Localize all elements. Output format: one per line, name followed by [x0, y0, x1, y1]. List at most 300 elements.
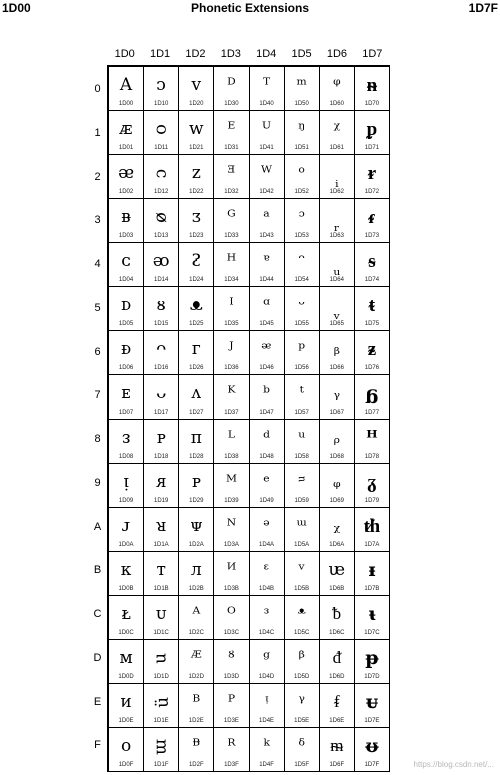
- glyph: ᵳ: [368, 206, 376, 229]
- code-point-label: 1D67: [329, 409, 344, 416]
- glyph: ᴊ: [121, 515, 131, 536]
- glyph-cell: [320, 199, 355, 243]
- code-point-label: 1D49: [259, 497, 274, 504]
- glyph: ᴚ: [156, 515, 167, 536]
- glyph: ᴓ: [155, 207, 167, 228]
- range-end-label: 1D7F: [468, 1, 498, 15]
- row-header: 8: [94, 433, 101, 445]
- code-point-label: 1D57: [294, 409, 309, 416]
- glyph: ᴐ: [156, 75, 166, 95]
- code-point-label: 1D0F: [118, 762, 134, 768]
- glyph: ᵣ: [333, 216, 340, 237]
- glyph-cell: [285, 155, 320, 199]
- code-point-label: 1D45: [259, 321, 274, 328]
- code-point-label: 1D34: [224, 277, 239, 284]
- glyph-cell: [320, 508, 355, 552]
- glyph: ᵉ: [263, 471, 270, 492]
- glyph-cell: [179, 552, 214, 596]
- glyph-cell: [179, 155, 214, 199]
- code-point-label: 1D69: [329, 497, 344, 504]
- glyph-cell: [214, 375, 249, 419]
- code-point-label: 1D46: [259, 365, 274, 372]
- glyph: ᵷ: [365, 382, 379, 405]
- code-point-label: 1D39: [224, 497, 239, 504]
- code-point-label: 1D2D: [188, 673, 204, 680]
- code-point-label: 1D5A: [294, 541, 310, 548]
- glyph: ᵐ: [296, 75, 307, 95]
- glyph: ᴦ: [191, 339, 201, 360]
- glyph-cell: [355, 375, 390, 419]
- code-point-label: 1D6D: [329, 673, 345, 680]
- code-point-label: 1D60: [329, 101, 344, 108]
- glyph: ᵻ: [368, 558, 376, 581]
- glyph-cell: [320, 111, 355, 155]
- glyph-cell: [250, 508, 285, 552]
- glyph: ᵴ: [368, 250, 376, 273]
- glyph: ᴛ: [156, 559, 166, 580]
- glyph: ᴈ: [121, 427, 131, 448]
- glyph-cell: [285, 508, 320, 552]
- row-header: C: [93, 608, 102, 620]
- column-header: 1D6: [326, 48, 348, 60]
- glyph: ᵂ: [261, 163, 273, 184]
- glyph-cell: [285, 67, 320, 111]
- glyph: ᴿ: [227, 735, 236, 756]
- code-point-label: 1D2C: [188, 629, 204, 636]
- code-point-label: 1D68: [329, 453, 344, 460]
- code-point-label: 1D3E: [223, 717, 239, 724]
- code-point-label: 1D71: [364, 145, 380, 152]
- glyph-cell: [355, 111, 390, 155]
- glyph: ᴗ: [156, 383, 167, 404]
- code-point-label: 1D21: [189, 145, 204, 152]
- code-point-label: 1D4B: [259, 585, 275, 592]
- glyph-cell: [250, 243, 285, 287]
- glyph-cell: [144, 728, 179, 772]
- glyph-cell: [144, 684, 179, 728]
- glyph: ᴏ: [120, 735, 132, 756]
- glyph-cell: [179, 375, 214, 419]
- glyph-cell: [355, 552, 390, 596]
- row-header: E: [93, 695, 102, 708]
- code-point-label: 1D59: [294, 497, 309, 504]
- glyph: ᵆ: [261, 339, 272, 360]
- glyph: ᴌ: [121, 603, 131, 624]
- code-point-label: 1D77: [364, 409, 380, 416]
- glyph: ᴑ: [155, 119, 167, 140]
- glyph: ᵏ: [263, 735, 270, 756]
- glyph: ᵠ: [333, 75, 341, 95]
- glyph-cell: [214, 155, 249, 199]
- glyph: ᴜ: [156, 603, 167, 624]
- column-header: 1D0: [114, 48, 135, 60]
- code-point-label: 1D41: [259, 145, 274, 152]
- code-point-label: 1D70: [364, 101, 380, 108]
- code-point-label: 1D64: [329, 277, 344, 284]
- code-point-label: 1D36: [224, 365, 239, 372]
- code-point-label: 1D52: [294, 189, 309, 196]
- glyph: ᴷ: [227, 383, 236, 404]
- glyph: ᴘ: [156, 427, 166, 448]
- code-point-label: 1D04: [118, 277, 134, 284]
- code-point-label: 1D7E: [364, 717, 380, 724]
- row-header: 3: [94, 214, 101, 227]
- glyph: ᴩ: [191, 471, 202, 492]
- code-point-label: 1D18: [154, 453, 169, 460]
- glyph: ᴻ: [226, 559, 237, 580]
- glyph: ᴥ: [189, 295, 203, 316]
- code-point-label: 1D29: [189, 497, 204, 504]
- glyph: ᵕ: [298, 295, 305, 316]
- row-header: 7: [94, 389, 101, 402]
- glyph: ᴵ: [229, 295, 234, 316]
- glyph-cell: [144, 155, 179, 199]
- glyph: ᴇ: [121, 383, 131, 404]
- row-header: 5: [94, 301, 101, 314]
- glyph-cell: [250, 464, 285, 508]
- glyph-cell: [355, 464, 390, 508]
- glyph-cell: [320, 155, 355, 199]
- code-point-label: 1D61: [329, 145, 344, 152]
- glyph: ᵿ: [365, 734, 379, 757]
- glyph-cell: [320, 331, 355, 375]
- code-point-label: 1D7C: [364, 629, 380, 636]
- glyph-cell: [355, 199, 390, 243]
- code-point-label: 1D10: [154, 101, 169, 108]
- code-point-label: 1D48: [259, 453, 274, 460]
- glyph-cell: [214, 464, 249, 508]
- glyph-cell: [250, 111, 285, 155]
- glyph: ᵟ: [298, 735, 305, 756]
- code-point-label: 1D1B: [153, 585, 169, 592]
- code-point-label: 1D19: [154, 497, 169, 504]
- column-header-row: [107, 44, 390, 64]
- glyph-cell: [285, 420, 320, 464]
- code-point-label: 1D54: [294, 277, 309, 284]
- glyph-cell: [355, 67, 390, 111]
- code-point-label: 1D56: [294, 365, 309, 372]
- code-point-label: 1D65: [329, 321, 344, 328]
- code-point-label: 1D4C: [258, 629, 275, 636]
- glyph-cell: [214, 287, 249, 331]
- glyph-cell: [214, 728, 249, 772]
- watermark: https://blog.csdn.net/...: [413, 760, 494, 769]
- glyph-cell: [179, 464, 214, 508]
- glyph: ᵶ: [367, 338, 377, 361]
- glyph: ᵖ: [298, 339, 306, 360]
- glyph: ᵨ: [333, 427, 340, 448]
- column-header: 1D2: [185, 48, 206, 60]
- code-point-label: 1D47: [259, 409, 274, 416]
- glyph: ᴎ: [120, 691, 132, 712]
- glyph: ᵢ: [335, 172, 339, 193]
- code-point-label: 1D02: [118, 189, 134, 196]
- glyph-cell: [250, 155, 285, 199]
- code-point-label: 1D7D: [364, 673, 380, 680]
- code-point-label: 1D12: [154, 189, 169, 196]
- code-point-label: 1D09: [118, 497, 134, 504]
- glyph: ᵧ: [333, 383, 341, 404]
- glyph: ᵾ: [365, 690, 379, 713]
- glyph-cell: [250, 67, 285, 111]
- code-point-label: 1D13: [154, 233, 169, 240]
- glyph: ᴧ: [191, 383, 202, 404]
- glyph: ᵔ: [298, 251, 305, 272]
- code-point-label: 1D08: [118, 453, 134, 460]
- glyph: ᴡ: [189, 119, 204, 140]
- code-point-label: 1D33: [224, 233, 239, 240]
- glyph: ᴳ: [227, 207, 236, 228]
- code-point-label: 1D16: [154, 365, 169, 372]
- glyph: ᵘ: [298, 427, 306, 448]
- glyph-cell: [109, 552, 144, 596]
- glyph: ᵒ: [298, 163, 305, 184]
- glyph-cell: [214, 640, 249, 684]
- glyph-cell: [144, 111, 179, 155]
- code-point-label: 1D74: [364, 277, 380, 284]
- glyph-cell: [320, 420, 355, 464]
- glyph: ᴱ: [227, 119, 236, 140]
- code-point-label: 1D63: [329, 233, 344, 240]
- glyph: ᵎ: [265, 691, 269, 712]
- code-point-label: 1D62: [329, 189, 344, 196]
- glyph-cell: [144, 552, 179, 596]
- code-point-label: 1D6F: [329, 762, 345, 768]
- glyph: ᴤ: [191, 251, 201, 272]
- character-code-chart: [107, 65, 390, 772]
- glyph: ᵥ: [333, 304, 340, 325]
- glyph-cell: [144, 596, 179, 640]
- column-header: 1D1: [149, 48, 171, 60]
- glyph: ᴔ: [152, 251, 170, 272]
- glyph-cell: [109, 508, 144, 552]
- glyph: ᴶ: [229, 339, 234, 360]
- code-point-label: 1D3B: [223, 585, 239, 592]
- glyph: ᴂ: [118, 163, 135, 184]
- glyph-cell: [320, 684, 355, 728]
- glyph: ᵤ: [333, 260, 341, 281]
- glyph: ᴆ: [121, 339, 132, 360]
- glyph: ᴬ: [192, 603, 201, 624]
- glyph: ᴕ: [156, 295, 166, 316]
- glyph: ᵄ: [263, 251, 270, 272]
- glyph-cell: [179, 111, 214, 155]
- code-point-label: 1D2A: [188, 541, 204, 548]
- glyph-cell: [179, 420, 214, 464]
- code-point-label: 1D14: [154, 277, 169, 284]
- code-point-label: 1D4A: [259, 541, 275, 548]
- code-point-label: 1D5D: [294, 673, 310, 680]
- glyph: ᴒ: [155, 163, 167, 184]
- glyph: ᴰ: [227, 75, 236, 95]
- code-point-label: 1D55: [294, 321, 309, 328]
- glyph: ᵱ: [366, 118, 378, 141]
- glyph: ᴲ: [227, 163, 236, 184]
- code-point-label: 1D1E: [153, 717, 169, 724]
- code-point-label: 1D17: [154, 409, 169, 416]
- glyph: ᴉ: [123, 471, 129, 492]
- code-point-label: 1D58: [294, 453, 309, 460]
- code-point-label: 1D23: [189, 233, 204, 240]
- code-point-label: 1D11: [154, 145, 169, 152]
- glyph-cell: [144, 243, 179, 287]
- glyph: ᵋ: [263, 559, 270, 580]
- glyph-cell: [285, 287, 320, 331]
- code-point-label: 1D30: [224, 101, 239, 108]
- glyph-cell: [285, 596, 320, 640]
- glyph: ᵜ: [297, 603, 306, 624]
- code-point-label: 1D76: [364, 365, 380, 372]
- glyph-cell: [320, 243, 355, 287]
- code-point-label: 1D5E: [294, 717, 310, 724]
- glyph-cell: [109, 375, 144, 419]
- code-point-label: 1D26: [189, 365, 204, 372]
- glyph: ᵁ: [262, 119, 272, 140]
- code-point-label: 1D03: [118, 233, 134, 240]
- glyph-cell: [109, 331, 144, 375]
- glyph: ᵅ: [263, 295, 270, 316]
- glyph-cell: [109, 464, 144, 508]
- code-point-label: 1D07: [118, 409, 134, 416]
- row-header: F: [94, 739, 101, 752]
- glyph-cell: [355, 596, 390, 640]
- code-point-label: 1D25: [189, 321, 204, 328]
- glyph-cell: [355, 287, 390, 331]
- code-point-label: 1D42: [259, 189, 274, 196]
- glyph-cell: [250, 596, 285, 640]
- glyph-cell: [320, 640, 355, 684]
- glyph-cell: [285, 111, 320, 155]
- code-point-label: 1D05: [118, 321, 134, 328]
- glyph: A: [119, 75, 133, 95]
- glyph-cell: [214, 420, 249, 464]
- code-point-label: 1D38: [224, 453, 239, 460]
- glyph-cell: [214, 199, 249, 243]
- glyph-cell: [109, 596, 144, 640]
- code-point-label: 1D5C: [294, 629, 310, 636]
- glyph: ᴖ: [156, 339, 167, 360]
- glyph: ᵬ: [332, 603, 342, 624]
- code-point-label: 1D3C: [223, 629, 240, 636]
- glyph: ᵹ: [367, 470, 377, 493]
- row-header-column: [88, 66, 107, 766]
- glyph-cell: [109, 728, 144, 772]
- glyph: ᵚ: [296, 515, 307, 536]
- row-header: 0: [94, 83, 101, 95]
- code-point-label: 1D79: [364, 497, 380, 504]
- glyph-cell: [250, 640, 285, 684]
- glyph-cell: [179, 640, 214, 684]
- code-point-label: 1D7A: [364, 541, 380, 548]
- glyph-cell: [250, 552, 285, 596]
- glyph-cell: [214, 684, 249, 728]
- row-header: 4: [94, 258, 101, 270]
- code-point-label: 1D06: [118, 365, 134, 372]
- glyph-cell: [144, 199, 179, 243]
- code-point-label: 1D2F: [188, 762, 204, 768]
- glyph-cell: [250, 420, 285, 464]
- glyph: ᴭ: [190, 647, 202, 668]
- glyph: ᵵ: [368, 294, 376, 317]
- glyph-cell: [214, 243, 249, 287]
- code-point-label: 1D44: [259, 277, 274, 284]
- code-point-label: 1D73: [364, 233, 380, 240]
- code-point-label: 1D1D: [153, 673, 169, 680]
- glyph-cell: [250, 684, 285, 728]
- code-point-label: 1D00: [118, 101, 134, 108]
- code-point-label: 1D51: [294, 145, 309, 152]
- glyph: ᵙ: [298, 471, 306, 492]
- glyph: ᵝ: [298, 647, 305, 668]
- code-point-label: 1D1A: [153, 541, 169, 548]
- code-point-label: 1D0D: [118, 673, 134, 680]
- glyph-cell: [214, 331, 249, 375]
- code-point-label: 1D5F: [294, 762, 310, 768]
- glyph-cell: [179, 287, 214, 331]
- page-title: Phonetic Extensions: [190, 1, 310, 15]
- glyph: ᴃ: [121, 207, 131, 228]
- glyph: ᴙ: [156, 471, 167, 492]
- code-point-label: 1D6C: [329, 629, 345, 636]
- glyph-cell: [355, 243, 390, 287]
- code-point-label: 1D4E: [259, 717, 275, 724]
- glyph: ᴸ: [227, 427, 235, 448]
- glyph: ᵇ: [263, 383, 270, 404]
- glyph-cell: [285, 552, 320, 596]
- row-header: A: [93, 520, 102, 533]
- glyph: ᴺ: [226, 515, 237, 536]
- code-point-label: 1D35: [224, 321, 239, 328]
- glyph-cell: [285, 243, 320, 287]
- code-point-label: 1D28: [189, 453, 204, 460]
- glyph: ᵸ: [366, 426, 378, 449]
- glyph-cell: [109, 684, 144, 728]
- code-point-label: 1D37: [224, 409, 239, 416]
- glyph: ᵦ: [333, 339, 340, 360]
- glyph-cell: [179, 67, 214, 111]
- glyph-cell: [285, 464, 320, 508]
- glyph-cell: [355, 508, 390, 552]
- code-point-label: 1D7B: [364, 585, 380, 592]
- glyph: ᵪ: [333, 515, 341, 536]
- code-point-label: 1D53: [294, 233, 309, 240]
- range-start-label: 1D00: [2, 1, 31, 15]
- glyph: ᴄ: [121, 251, 131, 272]
- glyph: ᴍ: [119, 647, 133, 668]
- column-header: 1D5: [291, 48, 312, 60]
- code-point-label: 1D24: [189, 277, 204, 284]
- glyph: ᴞ: [153, 691, 170, 712]
- column-header: 1D7: [362, 48, 383, 60]
- code-point-label: 1D4D: [258, 673, 275, 680]
- glyph-cell: [214, 111, 249, 155]
- glyph: ᴣ: [191, 207, 201, 228]
- glyph: ᵼ: [368, 602, 376, 625]
- glyph: ᵊ: [263, 515, 270, 536]
- glyph-cell: [144, 287, 179, 331]
- glyph: ᵛ: [298, 559, 305, 580]
- code-point-label: 1D40: [259, 101, 274, 108]
- glyph-cell: [285, 375, 320, 419]
- glyph-cell: [355, 684, 390, 728]
- glyph: ᴪ: [190, 515, 203, 536]
- glyph-cell: [144, 420, 179, 464]
- glyph: ᵀ: [262, 75, 271, 95]
- glyph-cell: [250, 199, 285, 243]
- glyph-cell: [250, 287, 285, 331]
- glyph: ᴴ: [226, 251, 237, 272]
- glyph-cell: [214, 552, 249, 596]
